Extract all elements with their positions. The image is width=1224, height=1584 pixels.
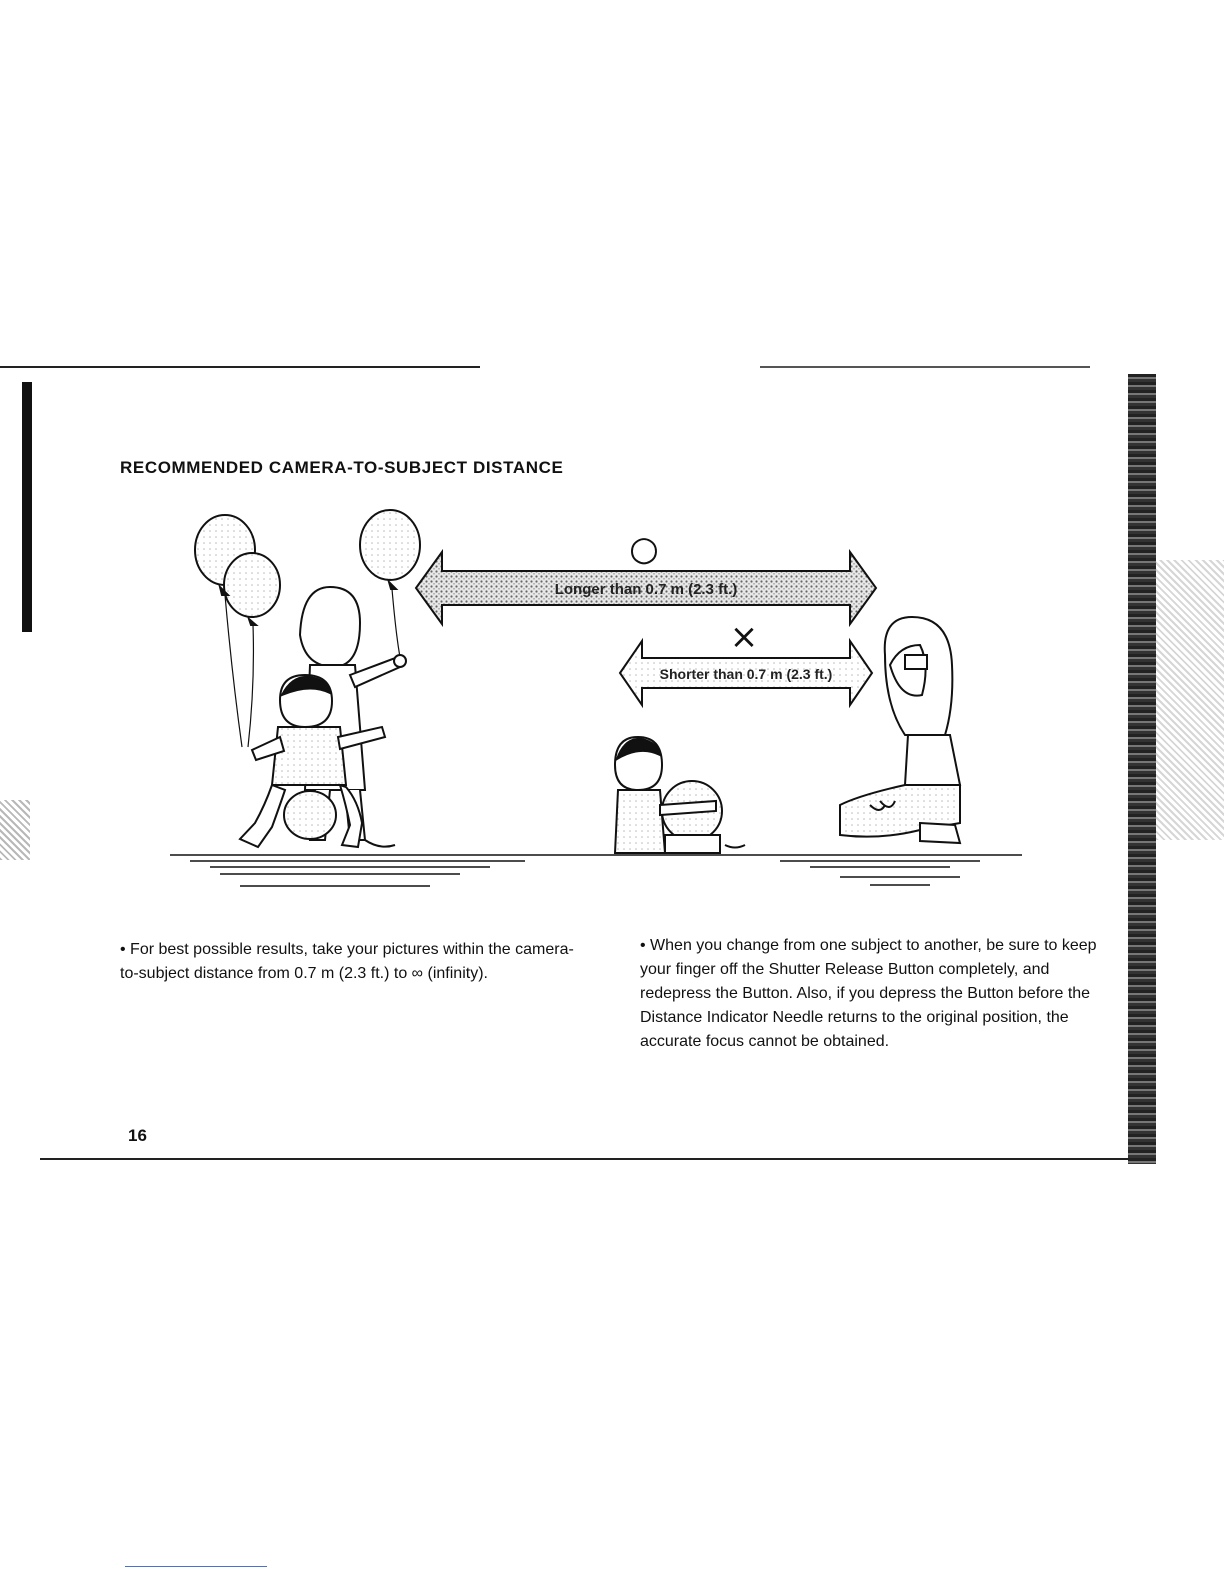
left-paragraph: • For best possible results, take your pictures within the camera-to-subject distance from 0.7 m (2.3 ft.) to ∞ (infinity). — [120, 941, 574, 982]
right-scan-edge — [1128, 374, 1156, 1164]
ok-mark: ○ — [629, 529, 659, 569]
bottom-rule — [40, 1158, 1150, 1160]
ng-mark: × — [729, 617, 759, 657]
right-paragraph: • When you change from one subject to another, be sure to keep your finger off the Shutter Release Button completely, and redepress the Button. Also, if you depress the Button before the Distance Indicator Needle returns to the original position, the accurate focus cannot be obtained. — [640, 937, 1097, 1050]
baby-standing — [240, 675, 395, 847]
right-scan-noise — [1156, 560, 1224, 840]
page-title: RECOMMENDED CAMERA-TO-SUBJECT DISTANCE — [120, 458, 564, 477]
left-scan-noise — [0, 800, 30, 860]
left-binding-mark — [22, 382, 32, 632]
underline-mark — [125, 1566, 267, 1567]
page-number: 16 — [128, 1126, 147, 1145]
baby-sitting — [615, 737, 745, 853]
distance-illustration — [160, 505, 1040, 900]
ground-lines — [170, 855, 1022, 886]
shorter-label: Shorter than 0.7 m (2.3 ft.) — [659, 666, 833, 682]
top-rule — [0, 366, 1100, 368]
longer-label: Longer than 0.7 m (2.3 ft.) — [554, 581, 738, 598]
